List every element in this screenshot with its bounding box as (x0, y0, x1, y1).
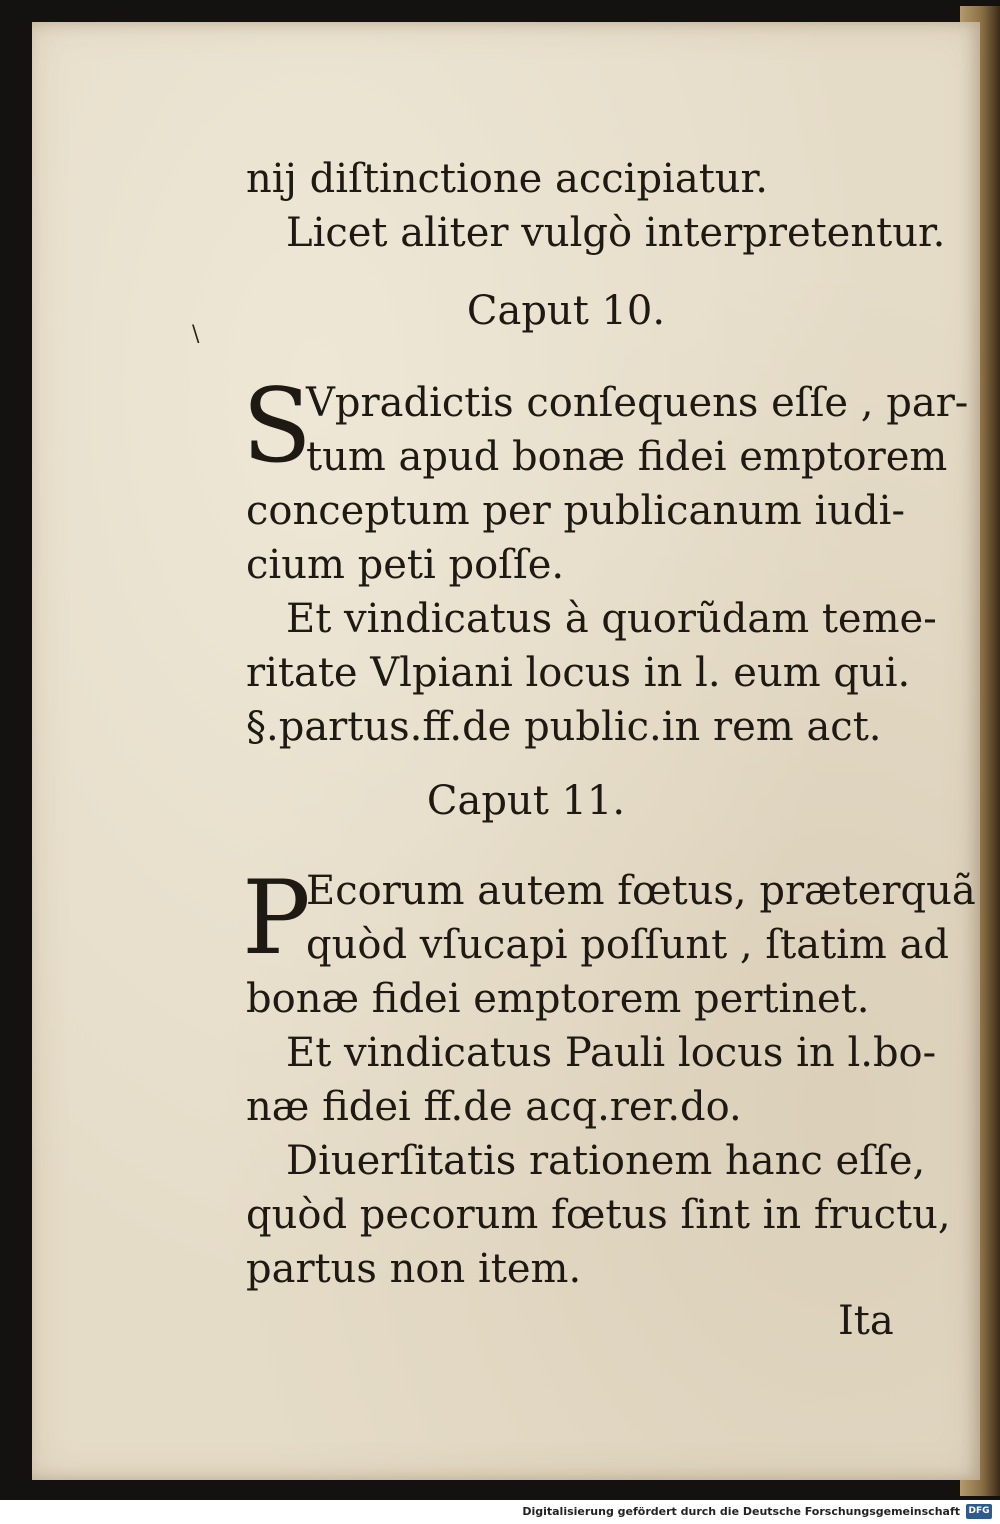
dfg-logo-icon: DFG (966, 1504, 992, 1519)
chapter-heading: Caput 11. (426, 778, 626, 824)
text-line: quòd vſucapi poſſunt , ſtatim ad (306, 922, 950, 968)
text-line: ritate Vlpiani locus in l. eum qui. (246, 650, 911, 696)
text-line: Licet aliter vulgò interpretentur. (286, 210, 946, 256)
text-line: næ fidei ff.de acq.rer.do. (246, 1084, 742, 1130)
text-line: nij diſtinctione accipiatur. (246, 156, 768, 202)
catchword: Ita (838, 1298, 894, 1344)
text-line: bonæ fidei emptorem pertinet. (246, 976, 870, 1022)
text-line: Vpradictis conſequens eſſe , par- (306, 380, 969, 426)
text-line: conceptum per publicanum iudi- (246, 488, 905, 534)
book-page (32, 22, 980, 1480)
drop-capital: S (242, 367, 312, 486)
text-line: cium peti poſſe. (246, 542, 565, 588)
text-line: tum apud bonæ fidei emptorem (306, 434, 948, 480)
footer-credit: Digitalisierung gefördert durch die Deutsche Forschungsgemeinschaft (522, 1505, 960, 1518)
chapter-heading: Caput 10. (466, 288, 666, 334)
text-line: Et vindicatus à quorũdam teme- (286, 596, 937, 642)
drop-capital: P (242, 859, 311, 978)
footer-bar (0, 1500, 1000, 1524)
text-line: quòd pecorum fœtus ſint in fructu, (246, 1192, 951, 1238)
text-line: Ecorum autem fœtus, præterquã (306, 868, 976, 914)
ink-mark: \ (192, 322, 200, 347)
text-line: Diuerſitatis rationem hanc eſſe, (286, 1138, 926, 1184)
text-line: partus non item. (246, 1246, 582, 1292)
text-line: §.partus.ff.de public.in rem act. (246, 704, 882, 750)
text-line: Et vindicatus Pauli locus in l.bo- (286, 1030, 937, 1076)
